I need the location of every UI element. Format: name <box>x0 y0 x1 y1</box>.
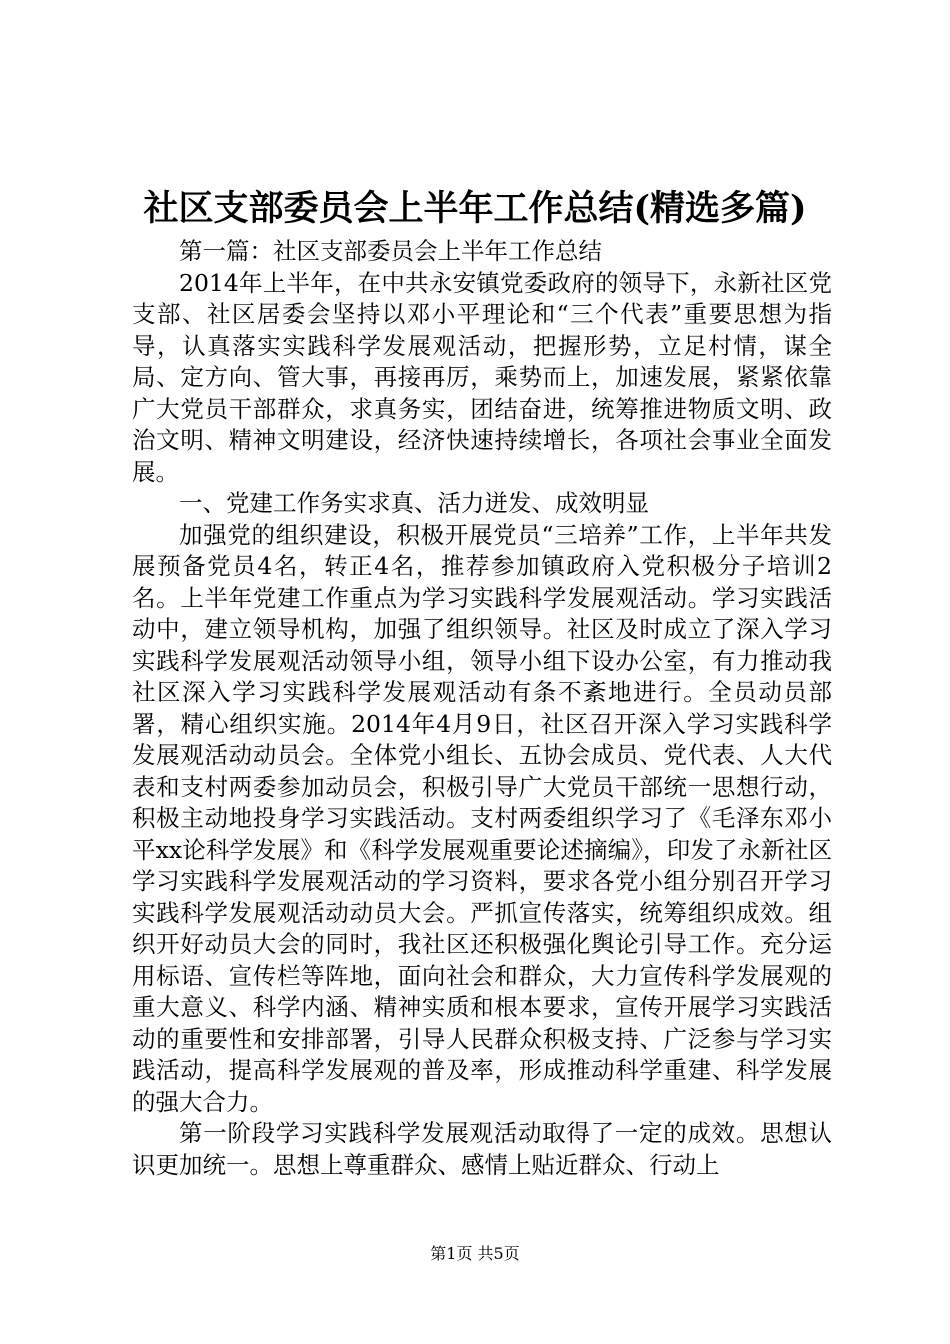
body-paragraph: 第一阶段学习实践科学发展观活动取得了一定的成效。思想认识更加统一。思想上尊重群众、感情上贴近群众、行动上 <box>132 1119 832 1179</box>
section-heading: 一、党建工作务实求真、活力迸发、成效明显 <box>179 489 649 517</box>
document-body <box>132 236 832 1181</box>
section-heading: 第一篇：社区支部委员会上半年工作总结 <box>179 237 602 265</box>
page-footer: 第1页 共5页 <box>430 1244 520 1263</box>
document-title: 社区支部委员会上半年工作总结(精选多篇) <box>143 188 807 229</box>
body-paragraph: 2014年上半年，在中共永安镇党委政府的领导下，永新社区党支部、社区居委会坚持以邓小平理论和“三个代表”重要思想为指导，认真落实实践科学发展观活动，把握形势，立足村情，谋全局、定方向、管大事，再接再厉，乘势而上，加速发展，紧紧依靠广大党员干部群众，求真务实，团结奋进，统筹推进物质文明、政治文明、精神文明建设，经济快速持续增长，各项社会事业全面发展。 <box>132 268 832 486</box>
body-paragraph: 加强党的组织建设，积极开展党员“三培养”工作，上半年共发展预备党员4名，转正4名，推荐参加镇政府入党积极分子培训2名。上半年党建工作重点为学习实践科学发展观活动。学习实践活动中，建立领导机构，加强了组织领导。社区及时成立了深入学习实践科学发展观活动领导小组，领导小组下设办公室，有力推动我社区深入学习实践科学发展观活动有条不紊地进行。全员动员部署，精心组织实施。2014年4月9日，社区召开深入学习实践科学发展观活动动员会。全体党小组长、五协会成员、党代表、人大代表和支村两委参加动员会，积极引导广大党员干部统一思想行动，积极主动地投身学习实践活动。支村两委组织学习了《毛泽东邓小平xx论科学发展》和《科学发展观重要论述摘编》，印发了永新社区学习实践科学发展观活动的学习资料，要求各党小组分别召开学习实践科学发展观活动动员大会。严抓宣传落实，统筹组织成效。组织开好动员大会的同时，我社区还积极强化舆论引导工作。充分运用标语、宣传栏等阵地，面向社会和群众，大力宣传科学发展观的重大意义、科学内涵、精神实质和根本要求，宣传开展学习实践活动的重要性和安排部署，引导人民群众积极支持、广泛参与学习实践活动，提高科学发展观的普及率，形成推动科学重建、科学发展的强大合力。 <box>132 520 832 1116</box>
